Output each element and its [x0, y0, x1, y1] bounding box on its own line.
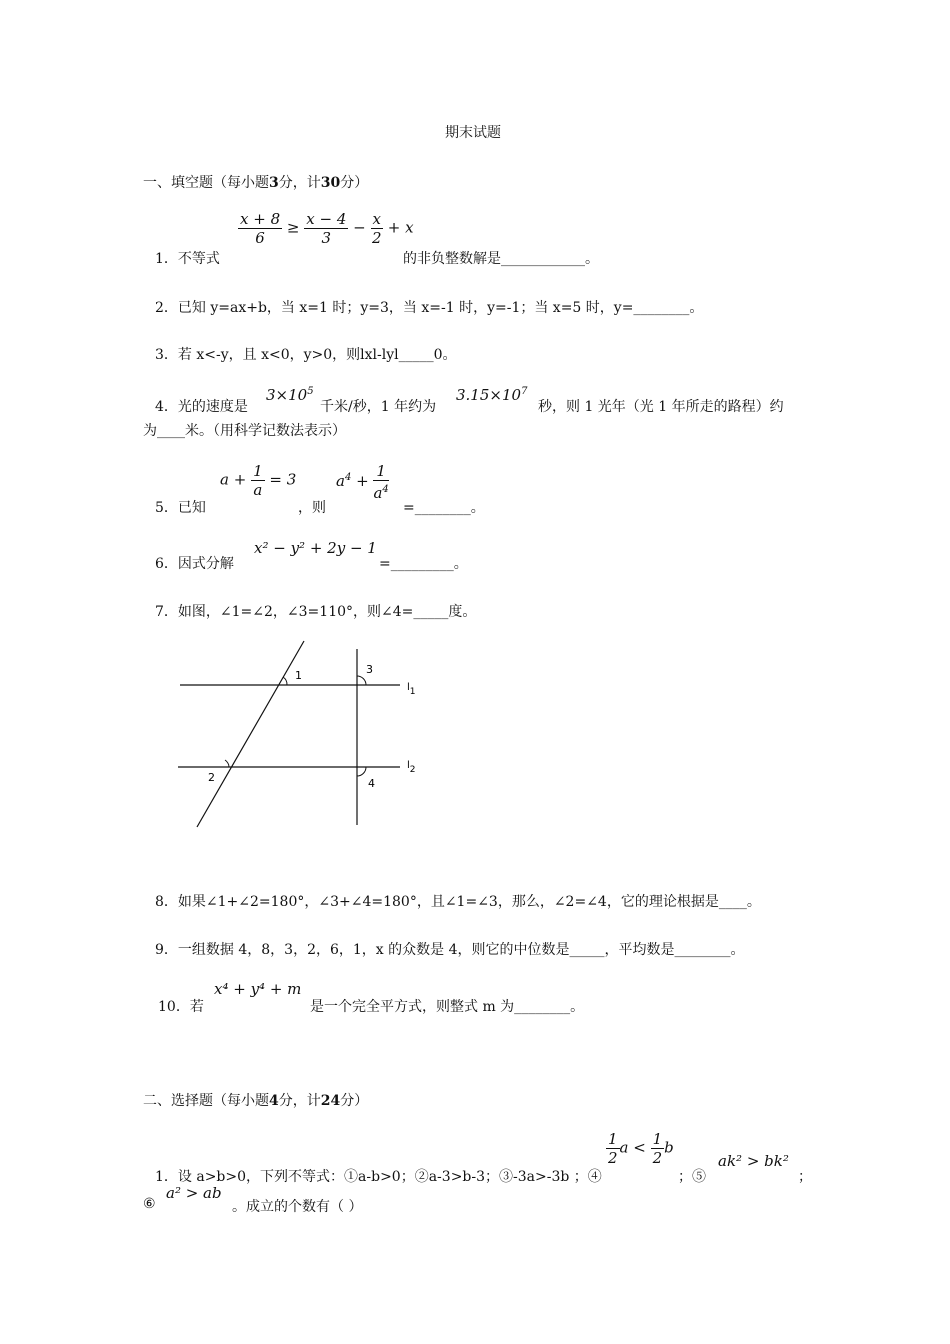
numerator: x − 4	[306, 210, 347, 228]
formula-factor: x² − y² + 2y − 1	[254, 539, 377, 557]
formula-year-seconds	[456, 386, 527, 404]
slanted-transversal	[197, 641, 304, 827]
choice-question-1-end: 。成立的个数有（ ）	[232, 1199, 363, 1215]
question-6-end: =_________。	[379, 556, 468, 572]
denominator	[373, 481, 388, 502]
angle-arc-3	[357, 676, 366, 685]
fraction	[373, 462, 388, 502]
operator: ≥	[286, 218, 300, 237]
angle-label-4: 4	[368, 777, 375, 790]
question-1-suffix: 的非负整数解是____________。	[403, 251, 599, 267]
fraction	[304, 210, 348, 247]
heading-text: 分）	[340, 1093, 369, 1109]
fraction	[251, 462, 265, 499]
question-5-start: 5．已知	[155, 500, 206, 516]
page-title: 期末试题	[445, 125, 501, 141]
question-6-start: 6．因式分解	[155, 556, 234, 572]
formula-text: 3.15×10	[456, 386, 522, 404]
heading-text: 一、填空题（每小题	[143, 175, 269, 191]
line-label-l1	[407, 682, 416, 697]
line-label-l2	[407, 760, 416, 775]
heading-points: 3	[269, 175, 279, 191]
option-separator: ；	[798, 1169, 812, 1185]
operator: −	[353, 218, 366, 237]
exponent: 7	[521, 386, 528, 397]
denominator: 2	[608, 1149, 618, 1167]
denominator: 3	[321, 229, 332, 247]
exponent: 4	[382, 484, 389, 495]
option-5-marker: ；⑤	[678, 1169, 706, 1185]
question-4-end: 秒，则 1 光年（光 1 年所走的路程）约	[538, 399, 784, 415]
heading-total: 24	[320, 1093, 341, 1109]
exponent: 4	[344, 472, 352, 483]
heading-points: 4	[269, 1093, 279, 1109]
angle-arc-4	[357, 767, 366, 776]
numerator: 1	[373, 462, 388, 481]
formula-text: a	[336, 472, 345, 490]
heading-text: 二、选择题（每小题	[143, 1093, 269, 1109]
question-4-line2: 为____米。（用科学记数法表示）	[143, 423, 346, 439]
question-5-mid: ，则	[298, 500, 326, 516]
formula-text: a <	[619, 1138, 646, 1157]
question-3: 3．若 x<-y，且 x<0，y>0，则lxl-lyl_____0。	[155, 347, 457, 363]
angle-arc-1	[283, 677, 287, 685]
question-10-start: 10．若	[158, 999, 204, 1015]
fraction	[238, 210, 282, 247]
angle-label-1: 1	[295, 669, 302, 682]
formula-option-6: a² > ab	[166, 1184, 222, 1202]
line-letter: l	[407, 760, 410, 771]
heading-text: 分）	[340, 175, 369, 191]
numerator: 1	[652, 1130, 663, 1148]
numerator: x + 8	[240, 210, 281, 228]
inequality-formula	[238, 210, 414, 247]
section-heading-fill-blank	[143, 172, 368, 192]
denominator: 6	[255, 229, 265, 247]
denominator: a	[253, 481, 263, 499]
exponent: 5	[307, 386, 314, 397]
formula-text: b	[664, 1138, 674, 1157]
option-6-marker: ⑥	[143, 1196, 156, 1212]
formula-text: a +	[220, 470, 247, 489]
geometry-figure	[170, 635, 430, 835]
numerator: 1	[253, 462, 263, 480]
formula-option-5: ak² > bk²	[718, 1152, 789, 1170]
angle-arc-2	[225, 760, 229, 767]
numerator: x	[372, 210, 381, 228]
angle-label-3: 3	[366, 663, 373, 676]
question-4-start: 4．光的速度是	[155, 399, 248, 415]
fraction	[651, 1130, 665, 1167]
denominator-base: a	[373, 484, 383, 502]
question-5-end: =________。	[403, 500, 485, 516]
heading-text: 分，计	[278, 175, 321, 191]
formula-light-speed	[266, 386, 314, 404]
operator: + x	[387, 218, 414, 237]
section-heading-multiple-choice	[143, 1090, 368, 1110]
question-7: 7．如图，∠1=∠2，∠3=110°，则∠4=_____度。	[155, 604, 477, 620]
question-10-end: 是一个完全平方式，则整式 m 为________。	[310, 999, 585, 1015]
denominator: 2	[371, 229, 382, 247]
line-subscript: 1	[409, 687, 416, 697]
fraction	[606, 1130, 620, 1167]
question-9: 9．一组数据 4，8，3，2，6，1，x 的众数是 4，则它的中位数是_____，平均数是________。	[155, 942, 745, 958]
numerator: 1	[608, 1130, 618, 1148]
line-subscript: 2	[409, 765, 416, 775]
formula-given	[220, 462, 296, 499]
heading-total: 30	[320, 175, 341, 191]
question-8: 8．如果∠1+∠2=180°，∠3+∠4=180°，且∠1=∠3，那么，∠2=∠4，它的理论根据是____。	[155, 894, 761, 910]
angle-label-2: 2	[208, 771, 215, 784]
question-1-prefix	[155, 248, 220, 268]
choice-question-1-start: 1．设 a>b>0，下列不等式：①a-b>0；②a-3>b-3；③-3a>-3b ；④	[155, 1169, 602, 1185]
formula-text: = 3	[269, 470, 297, 489]
question-text: 不等式	[177, 251, 220, 267]
formula-square: x⁴ + y⁴ + m	[214, 980, 302, 998]
formula-text: 3×10	[266, 386, 308, 404]
question-4-mid: 千米/秒，1 年约为	[320, 399, 437, 415]
formula-target	[336, 462, 389, 502]
operator: +	[356, 472, 369, 490]
line-letter: l	[407, 682, 410, 693]
denominator: 2	[652, 1149, 663, 1167]
fraction	[371, 210, 383, 247]
question-number: 1．	[155, 251, 178, 267]
question-2: 2．已知 y=ax+b，当 x=1 时；y=3，当 x=-1 时，y=-1；当 x=5 时，y=________。	[155, 300, 704, 316]
heading-text: 分，计	[278, 1093, 321, 1109]
formula-option-4	[606, 1130, 674, 1167]
